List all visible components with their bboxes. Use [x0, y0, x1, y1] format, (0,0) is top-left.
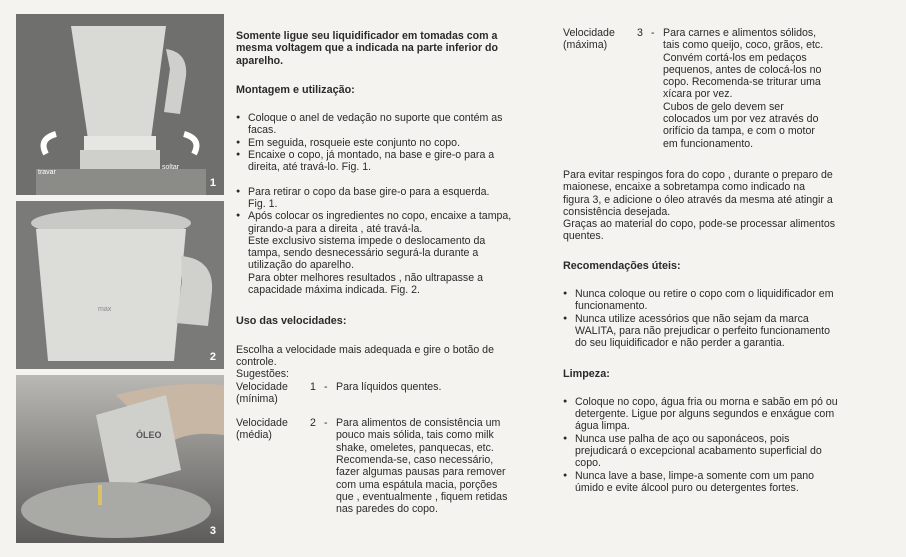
figure-3-photo [16, 375, 224, 543]
velocidade-3-row: Velocidade (máxima) 3 - Para carnes e alimentos sólidos, tais como queijo, coco, grãos, etc. Convém cortá-los em pedaços pequenos, antes de colocá-los no copo. Recomenda-se triturar uma xícara por vez. Cubos de gelo devem ser colocados um por vez através do orifício da tampa, e com o motor em funcionamento. [563, 27, 824, 150]
limpeza-list [563, 396, 875, 494]
figure-1-photo [16, 14, 224, 195]
unlock-label: soltar [162, 164, 180, 171]
list-item: ● Encaixe o copo, já montado, na base e gire-o para a direita, até travá-lo. Fig. 1. [236, 149, 546, 174]
list-item: ● Coloque no copo, água fria ou morna e sabão em pó ou detergente. Ligue por alguns segundos e enxágue com água limpa. [563, 396, 875, 433]
blender-jar-illustration [16, 201, 224, 369]
figure-2-photo [16, 201, 224, 369]
figure-number: 3 [209, 525, 216, 537]
escolha-text: Escolha a velocidade mais adequada e gire o botão de controle. [236, 343, 494, 368]
figure-number: 1 [209, 177, 216, 189]
velocidade-1-row: Velocidade (mínima) 1 - Para líquidos quentes. [236, 380, 442, 405]
blender-mount-illustration [16, 14, 224, 195]
montagem-heading: Montagem e utilização: [236, 83, 355, 96]
recomendacoes-list [563, 288, 875, 349]
list-item: ● Em seguida, rosqueie este conjunto no copo. [236, 137, 546, 149]
max-mark: max [98, 306, 112, 313]
velocidade-2-row: Velocidade (média) 2 - Para alimentos de consistência um pouco mais sólida, tais como milk shake, omeletes, panquecas, etc. Recomenda-se, caso necessário, fazer algumas pausas para remover com uma espátula macia, porções que , eventualmente , fiquem retidas nas paredes do copo. [236, 417, 508, 516]
list-item: ● Nunca utilize acessórios que não sejam da marca WALITA, para não prejudicar o perfeito funcionamento do seu liquidificador e não perder a garantia. [563, 313, 875, 350]
list-item: ● Após colocar os ingredientes no copo, encaixe a tampa, girando-a para a direita , até travá-la. Este exclusivo sistema impede o deslocamento da tampa, sendo desnecessário segurá-la durante a utilização do aparelho. Para obter melhores resultados , não ultrapasse a capacidade máxima indicada. Fig. 2. [236, 210, 546, 296]
list-item: ● Nunca coloque ou retire o copo com o liquidificador em funcionamento. [563, 288, 875, 313]
montagem-list [236, 112, 546, 296]
limpeza-heading: Limpeza: [563, 367, 610, 380]
lock-label: travar [38, 169, 56, 176]
list-item: ● Para retirar o copo da base gire-o para a esquerda. Fig. 1. [236, 186, 546, 211]
voltage-warning: Somente ligue seu liquidificador em tomadas com a mesma voltagem que a indicada na parte inferior do aparelho. [236, 30, 498, 67]
column-1 [236, 30, 546, 516]
recomendacoes-heading: Recomendações úteis: [563, 259, 681, 272]
column-2 [563, 27, 875, 494]
pouring-oil-illustration [16, 375, 224, 543]
respingos-text: Para evitar respingos fora do copo , durante o preparo de maionese, encaixe a sobretampa como indicado na figura 3, e adicione o óleo através da mesma até atingir a consistência desejada. Graças ao material do copo, pode-se processar alimentos quentes. [563, 168, 836, 243]
bottle-label: ÓLEO [136, 430, 162, 440]
list-item: ● Coloque o anel de vedação no suporte que contém as facas. [236, 112, 546, 137]
list-item: ● Nunca lave a base, limpe-a somente com um pano úmido e evite álcool puro ou detergentes fortes. [563, 470, 875, 495]
figure-number: 2 [209, 351, 216, 363]
velocidades-heading: Uso das velocidades: [236, 315, 347, 328]
list-item: ● Nunca use palha de aço ou saponáceos, pois prejudicará o excepcional acabamento superficial do copo. [563, 433, 875, 470]
sugestoes-label: Sugestões: [236, 368, 290, 381]
